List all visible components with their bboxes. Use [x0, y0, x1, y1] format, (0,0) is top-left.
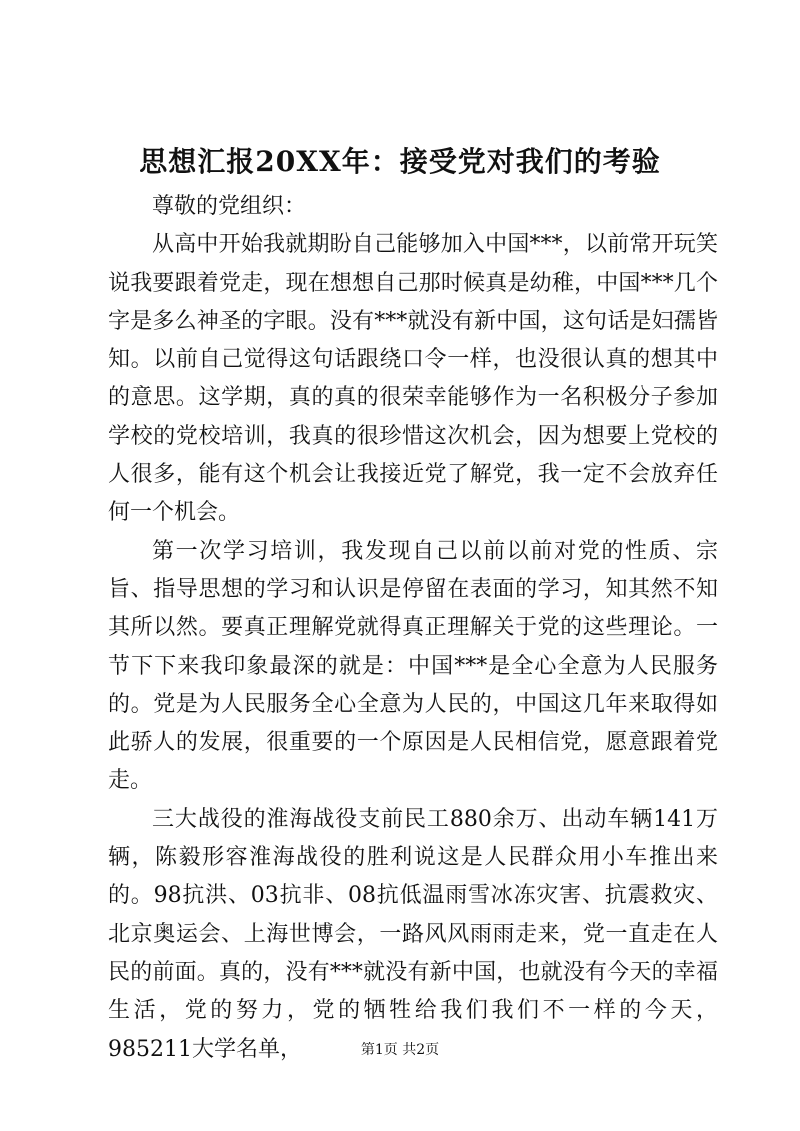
page-footer: 第1页 共2页: [360, 1042, 440, 1058]
document-title: 思想汇报20XX年：接受党对我们的考验: [139, 145, 661, 178]
salutation: 尊敬的党组织：: [152, 194, 307, 219]
paragraph-1: 从高中开始我就期盼自己能够加入中国***，以前常开玩笑说我要跟着党走，现在想想自己那时候真是幼稚，中国***几个字是多么神圣的字眼。没有***就没有新中国，这句话是妇孺皆知。以前自己觉得这句话跟绕口令一样，也没很认真的想其中的意思。这学期，真的真的很荣幸能够作为一名积极分子参加学校的党校培训，我真的很珍惜这次机会，因为想要上党校的人很多，能有这个机会让我接近党了解党，我一定不会放弃任何一个机会。: [108, 232, 718, 526]
paragraph-2: 第一次学习培训，我发现自己以前以前对党的性质、宗旨、指导思想的学习和认识是停留在表面的学习，知其然不知其所以然。要真正理解党就得真正理解关于党的这些理论。一节下下来我印象最深的就是：中国***是全心全意为人民服务的。党是为人民服务全心全意为人民的，中国这几年来取得如此骄人的发展，很重要的一个原因是人民相信党，愿意跟着党走。: [108, 538, 718, 794]
document-body: [108, 188, 718, 1069]
paragraph-3: 三大战役的淮海战役支前民工880余万、出动车辆141万辆，陈毅形容淮海战役的胜利说这是人民群众用小车推出来的。98抗洪、03抗非、08抗低温雨雪冰冻灾害、抗震救灾、北京奥运会、上海世博会，一路风风雨雨走来，党一直走在人民的前面。真的，没有***就没有新中国，也就没有今天的幸福生活，党的努力，党的牺牲给我们我们不一样的今天，985211大学名单，: [108, 806, 718, 1062]
